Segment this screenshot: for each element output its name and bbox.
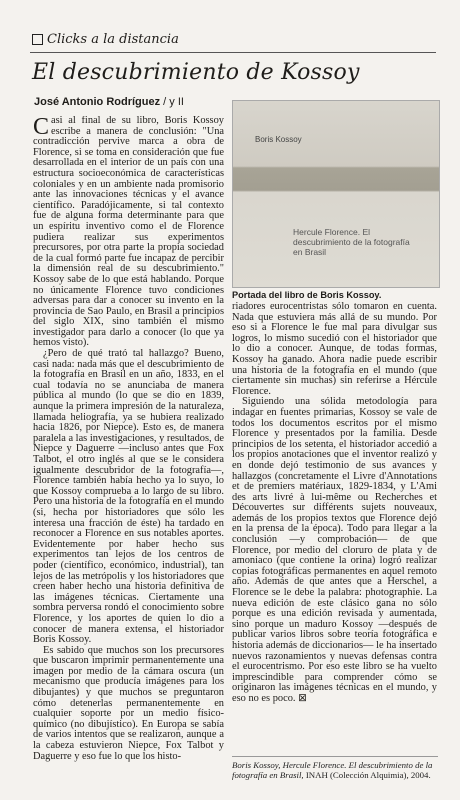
- square-bullet-icon: [32, 34, 43, 45]
- article-title: El descubrimiento de Kossoy: [32, 60, 360, 85]
- book-cover-photo: [232, 100, 440, 288]
- credit-italic: Boris Kossoy, Hercule Florence. El descubrimiento de la fotografía en Brasil,: [232, 760, 433, 780]
- paragraph: Casi al final de su libro, Boris Kossoy escribe a manera de conclusión: "Una contradicción pervive marca a obra de Florence, si se toma en consideración que fue desarrollada en el interior de un país con una estructura socioeconómica de características coloniales y en un ambiente nada promisorio ante las innovaciones técnicas y el avance científico. Paradójicamente, si tal contexto fue de alguna forma determinante para que un espíritu inventivo como el de Florence pudiera realizar sus experimentos precursores, por otra parte la propia sociedad de la cual formó parte fue incapaz de percibir la dimensión real de su descubrimiento." Kossoy sabe de lo que está hablando. Porque no únicamente Florence tuvo condiciones adversas para dar a conocer su invento en la provincia de Sao Paulo, en Brasil a principios del siglo XIX, sino también el mismo investigador para darlo a conocer (lo que ya hemos visto).: [33, 116, 224, 349]
- dropcap: C: [33, 116, 50, 140]
- byline-suffix: / y II: [163, 96, 184, 108]
- left-column: [33, 116, 224, 796]
- paragraph: Es sabido que muchos son los precursores que buscaron imprimir permanentemente una imagen por medio de la cámara oscura (un mecanismo que producía imágenes para los dibujantes) y que muchos se preguntaron cómo detenerlas permanentemente en cualquier soporte por un medio físico-químico (no dibujístico). En Europa se sabía de varios intentos que se realizaron, aunque a la cabeza estuvieron Niepce, Fox Talbot y Daguerre y eso fue lo que los histo-: [33, 644, 224, 762]
- section-label: Clicks a la distancia: [47, 32, 179, 47]
- book-credit: [232, 756, 438, 780]
- cover-title-text: Hercule Florence. El descubrimiento de la fotografía en Brasil: [293, 227, 410, 257]
- paragraph: Siguiendo una sólida metodología para indagar en fuentes primarias, Kossoy se vale de todos los documentos escritos por el mismo Florence y presentados por la familia. Desde principios de los setenta, el historiador accedió a los propios anotaciones que el inventor realizó y en donde dejó testimonio de sus avances y hallazgos (concretamente el Livre d'Annotations et de premiers matériaux, 1829-1834, y L'Ami des arts livré à lui-même ou Recherches et Découvertes sur différents sujets nouveaux, además de los propios textos que Florence dejó en la prensa de la época). Todo para llegar a la conclusión —y comprobación— de que Florence, por medio del cloruro de plata y de amoniaco (que contiene la orina) logró realizar copias fotográficas permanentes en aquel remoto año. Además de que antes que a Herschel, a Florence se le debe la palabra: photographie. La nueva edición de este clásico gana no sólo porque es una edición revisada y aumentada, sino porque un maduro Kossoy —después de publicar varios libros sobre teoría fotográfica e historia además de diccionarios— le ha insertado nuevos razonamientos y nuevas defensas contra el eurocentrismo. Por eso este libro se ha vuelto imprescindible para comprender cómo se originaron las imágenes técnicas en el mundo, y eso no es poco. ⊠: [232, 396, 437, 704]
- paragraph: riadores eurocentristas sólo tomaron en cuenta. Nada que estuviera más allá de su mundo. Por eso si a Florence le fue mal para divulgar sus logros, lo mismo sucedió con el historiador que lo dio a conocer. Aunque, de todas formas, Kossoy ha ganado. Ahora nadie puede escribir una historia de la fotografía en el mundo (que ciertamente sin muchas) sin referirse a Hércule Florence.: [232, 302, 437, 397]
- byline: [34, 96, 184, 108]
- right-column: [232, 302, 437, 762]
- cover-author-text: Boris Kossoy: [255, 135, 302, 144]
- section-header: [32, 32, 179, 47]
- top-divider: [30, 52, 436, 53]
- paragraph: ¿Pero de qué trató tal hallazgo? Bueno, casi nada: nada más que el descubrimiento de la fotografía en Brasil en un año, 1833, en el cual todavía no se anunciaba de manera pública al mundo (lo que se dio en 1839, aunque la primera impresión de la naturaleza, llamada heliografía, ya se hubiera realizado hacia 1826, por Niepce). Esto es, de manera paralela a las investigaciones, y resultados, de Niepce y Daguerre —incluso antes que Fox Talbot, el otro inglés al que se le considera igualmente descubridor de la fotografía—, Florence también había hecho ya lo suyo, lo que Kossoy comprueba a lo largo de su libro. Pero una historia de la fotografía en el mundo (si, hecha por historiadores que sólo les interesa una fracción de éste) ha tardado en reconocer a Florence en sus notables aportes. Evidentemente por haber hecho sus experimentos tan lejos de los centros de poder (científico, económico, industrial), tan lejos de las metrópolis y los historiadores que creen haber hecho una historia definitiva de las imágenes técnicas. Ciertamente una sombra perversa rondó el conocimiento sobre Florence, y los aportes de quien lo dio a conocer de manera extensa, el historiador Boris Kossoy.: [33, 348, 224, 646]
- credit-plain: INAH (Colección Alquimia), 2004.: [305, 770, 431, 780]
- author-name: José Antonio Rodríguez: [34, 96, 161, 108]
- photo-caption: Portada del libro de Boris Kossoy.: [232, 290, 382, 300]
